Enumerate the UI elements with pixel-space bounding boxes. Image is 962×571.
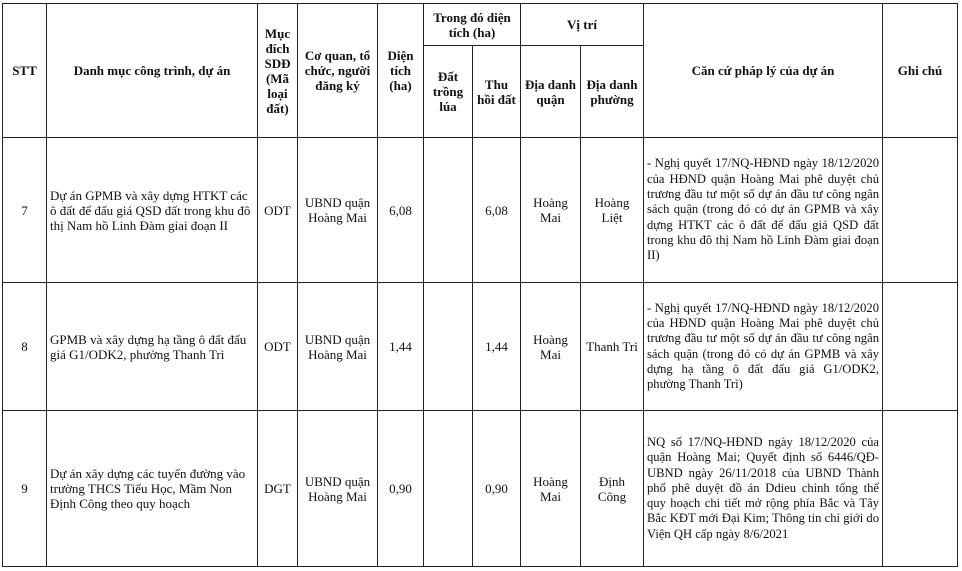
row-ward: Thanh Trì [581,283,644,411]
row-ward: Hoàng Liệt [581,138,644,283]
row-project: Dự án GPMB và xây dựng HTKT các ô đất để đấu giá QSD đất trong khu đô thị Nam hồ Linh Đàm giai đoạn II [47,138,258,283]
table-row [3,138,958,283]
row-district: Hoàng Mai [521,138,581,283]
row-legal-basis: - Nghị quyết 17/NQ-HĐND ngày 18/12/2020 của HĐND quận Hoàng Mai phê duyệt chủ trương đầu tư một số dự án đầu tư công ngân sách quận (trong đó có dự án GPMB và xây dựng hạ tầng ô đất đấu giá G1/ODK2, phường Thanh Trì) [644,283,883,411]
row-area: 0,90 [378,411,424,567]
land-use-project-table [2,3,958,567]
header-agency: Cơ quan, tổ chức, người đăng ký [298,4,378,138]
row-area: 6,08 [378,138,424,283]
row-project: GPMB và xây dựng hạ tầng ô đất đấu giá G1/ODK2, phường Thanh Trì [47,283,258,411]
table-row [3,411,958,567]
header-location: Vị trí [521,4,644,46]
header-district: Địa danh quận [521,46,581,138]
header-of-which: Trong đó diện tích (ha) [424,4,521,46]
row-agency: UBND quận Hoàng Mai [298,411,378,567]
row-stt: 9 [3,411,47,567]
header-rice-land: Đất trồng lúa [424,46,473,138]
row-recovered-land: 6,08 [473,138,521,283]
row-agency: UBND quận Hoàng Mai [298,138,378,283]
row-purpose: ODT [258,283,298,411]
row-rice-land [424,283,473,411]
row-recovered-land: 1,44 [473,283,521,411]
row-project: Dự án xây dựng các tuyến đường vào trường THCS Tiểu Học, Mầm Non Định Công theo quy hoạch [47,411,258,567]
row-rice-land [424,411,473,567]
header-stt: STT [3,4,47,138]
row-recovered-land: 0,90 [473,411,521,567]
header-area: Diện tích (ha) [378,4,424,138]
header-project: Danh mục công trình, dự án [47,4,258,138]
row-rice-land [424,138,473,283]
header-legal-basis: Căn cứ pháp lý của dự án [644,4,883,138]
header-ward: Địa danh phường [581,46,644,138]
row-legal-basis: - Nghị quyết 17/NQ-HĐND ngày 18/12/2020 của HĐND quận Hoàng Mai phê duyệt chủ trương đầu tư một số dự án đầu tư công ngân sách quận (trong đó có dự án GPMB và xây dựng HTKT các ô đất để đấu giá QSD đất trong khu đô thị Nam hồ Linh Đàm giai đoạn II) [644,138,883,283]
row-purpose: ODT [258,138,298,283]
row-stt: 7 [3,138,47,283]
row-note [883,411,958,567]
row-legal-basis: NQ số 17/NQ-HĐND ngày 18/12/2020 của quận Hoàng Mai; Quyết định số 6446/QĐ-UBND ngày 26/11/2018 của UBND Thành phố phê duyệt đồ án Ddieu chỉnh tổng thể quy hoạch chi tiết mở rộng phía Bắc và Tây Bắc KĐT mới Đại Kim; Thông tin chỉ giới do Viện QH cấp ngày 8/6/2021 [644,411,883,567]
row-district: Hoàng Mai [521,411,581,567]
row-purpose: DGT [258,411,298,567]
header-recovered-land: Thu hồi đất [473,46,521,138]
row-note [883,283,958,411]
header-purpose: Mục đích SDĐ (Mã loại đất) [258,4,298,138]
row-area: 1,44 [378,283,424,411]
row-district: Hoàng Mai [521,283,581,411]
header-note: Ghi chú [883,4,958,138]
table-row [3,283,958,411]
row-agency: UBND quận Hoàng Mai [298,283,378,411]
row-note [883,138,958,283]
row-stt: 8 [3,283,47,411]
row-ward: Định Công [581,411,644,567]
